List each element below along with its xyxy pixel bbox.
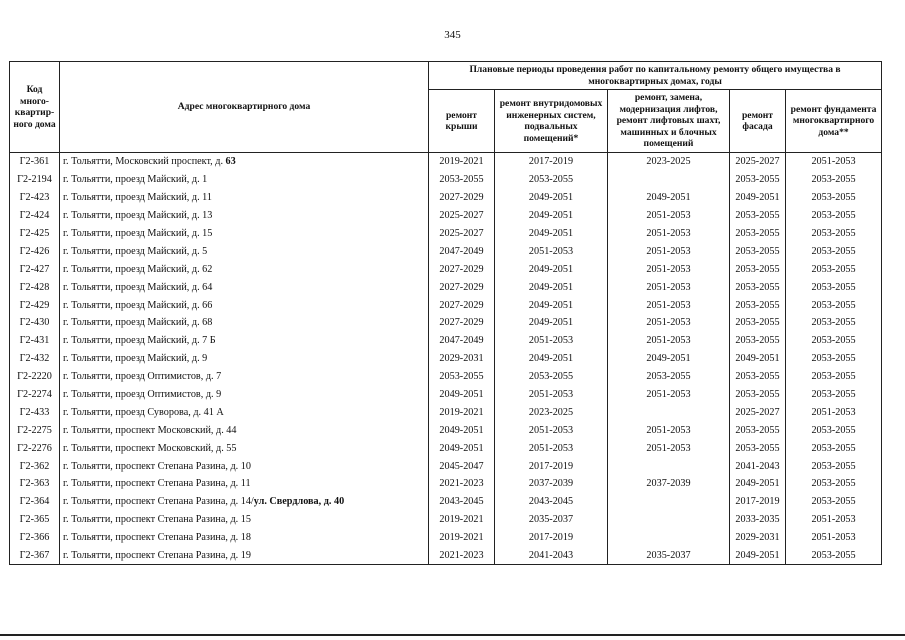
address-cell [60,475,429,493]
table-row [10,296,882,314]
elevator-repair-cell: 2051-2053 [608,314,730,332]
roof-repair-cell: 2029-2031 [429,350,495,368]
elevator-repair-cell: 2035-2037 [608,547,730,565]
roof-repair-cell: 2027-2029 [429,189,495,207]
engineering-repair-cell: 2023-2025 [495,403,608,421]
facade-repair-cell: 2053-2055 [730,260,786,278]
address-cell [60,386,429,404]
elevator-repair-cell: 2051-2053 [608,278,730,296]
facade-repair-cell: 2053-2055 [730,386,786,404]
foundation-repair-cell: 2053-2055 [786,332,882,350]
roof-repair-cell: 2053-2055 [429,171,495,189]
roof-repair-cell: 2045-2047 [429,457,495,475]
roof-repair-cell: 2021-2023 [429,475,495,493]
facade-repair-cell: 2053-2055 [730,332,786,350]
address-text: г. Тольятти, проезд Майский, д. 11 [63,192,212,204]
table-row [10,386,882,404]
foundation-repair-cell: 2053-2055 [786,475,882,493]
elevator-repair-cell: 2051-2053 [608,386,730,404]
elevator-repair-cell: 2051-2053 [608,439,730,457]
address-text: г. Тольятти, проезд Майский, д. 7 Б [63,335,216,347]
foundation-repair-cell: 2053-2055 [786,547,882,565]
engineering-repair-cell: 2053-2055 [495,368,608,386]
foundation-repair-cell: 2051-2053 [786,511,882,529]
elevator-repair-cell [608,171,730,189]
elevator-repair-cell [608,529,730,547]
foundation-repair-cell: 2053-2055 [786,368,882,386]
address-text: г. Тольятти, проезд Суворова, д. 41 А [63,406,224,418]
foundation-repair-cell: 2053-2055 [786,278,882,296]
address-text: г. Тольятти, проезд Майский, д. 68 [63,317,213,329]
engineering-repair-cell: 2041-2043 [495,547,608,565]
facade-repair-cell: 2053-2055 [730,225,786,243]
engineering-repair-cell: 2053-2055 [495,171,608,189]
elevator-repair-cell: 2051-2053 [608,332,730,350]
address-text: г. Тольятти, проезд Майский, д. 62 [63,263,213,275]
address-cell [60,493,429,511]
house-code-cell: Г2-364 [10,493,60,511]
address-cell [60,207,429,225]
elevator-repair-cell: 2051-2053 [608,225,730,243]
facade-repair-cell: 2053-2055 [730,278,786,296]
table-row [10,189,882,207]
house-code-cell: Г2-432 [10,350,60,368]
house-code-cell: Г2-423 [10,189,60,207]
roof-repair-cell: 2043-2045 [429,493,495,511]
engineering-repair-cell: 2051-2053 [495,439,608,457]
address-text: г. Тольятти, проезд Оптимистов, д. 9 [63,389,222,401]
house-code-cell: Г2-425 [10,225,60,243]
table-row [10,493,882,511]
header-address: Адрес многоквартирного дома [60,62,429,153]
address-cell [60,457,429,475]
house-code-cell: Г2-433 [10,403,60,421]
table-row [10,314,882,332]
roof-repair-cell: 2027-2029 [429,278,495,296]
address-text: г. Тольятти, проезд Майский, д. 64 [63,281,213,293]
facade-repair-cell: 2049-2051 [730,350,786,368]
header-code: Код много-квартир-ного дома [10,62,60,153]
engineering-repair-cell: 2051-2053 [495,386,608,404]
facade-repair-cell: 2025-2027 [730,403,786,421]
address-text: г. Тольятти, проезд Майский, д. 66 [63,299,213,311]
foundation-repair-cell: 2053-2055 [786,171,882,189]
address-cell [60,350,429,368]
engineering-repair-cell: 2049-2051 [495,314,608,332]
address-cell [60,225,429,243]
house-code-cell: Г2-2194 [10,171,60,189]
address-cell [60,421,429,439]
address-text: г. Тольятти, проезд Майский, д. 5 [63,245,208,257]
header-facade: ремонт фасада [730,90,786,153]
capital-repair-schedule-table [9,61,882,565]
engineering-repair-cell: 2049-2051 [495,278,608,296]
engineering-repair-cell: 2043-2045 [495,493,608,511]
table-row [10,278,882,296]
address-text: г. Тольятти, проезд Майский, д. 13 [63,210,213,222]
address-bold-text: 63 [225,156,236,168]
facade-repair-cell: 2053-2055 [730,207,786,225]
header-elevators: ремонт, замена, модернизация лифтов, ремонт лифтовых шахт, машинных и блочных помещений [608,90,730,153]
table-row [10,332,882,350]
table-row [10,439,882,457]
facade-repair-cell: 2049-2051 [730,189,786,207]
header-row-top [10,62,882,90]
house-code-cell: Г2-430 [10,314,60,332]
engineering-repair-cell: 2017-2019 [495,457,608,475]
elevator-repair-cell: 2053-2055 [608,368,730,386]
table-row [10,457,882,475]
table-row [10,421,882,439]
address-text: г. Тольятти, проспект Московский, д. 55 [63,442,237,454]
address-cell [60,153,429,171]
address-text: г. Тольятти, проезд Оптимистов, д. 7 [63,371,222,383]
foundation-repair-cell: 2053-2055 [786,296,882,314]
roof-repair-cell: 2025-2027 [429,207,495,225]
elevator-repair-cell [608,403,730,421]
roof-repair-cell: 2049-2051 [429,439,495,457]
facade-repair-cell: 2041-2043 [730,457,786,475]
elevator-repair-cell: 2037-2039 [608,475,730,493]
table-row [10,260,882,278]
foundation-repair-cell: 2053-2055 [786,493,882,511]
table-row [10,153,882,171]
page-number: 345 [444,29,461,41]
roof-repair-cell: 2027-2029 [429,296,495,314]
address-cell [60,314,429,332]
house-code-cell: Г2-361 [10,153,60,171]
header-foundation: ремонт фундамента многоквартирного дома** [786,90,882,153]
roof-repair-cell: 2025-2027 [429,225,495,243]
roof-repair-cell: 2019-2021 [429,153,495,171]
engineering-repair-cell: 2051-2053 [495,332,608,350]
house-code-cell: Г2-424 [10,207,60,225]
foundation-repair-cell: 2051-2053 [786,153,882,171]
engineering-repair-cell: 2049-2051 [495,296,608,314]
house-code-cell: Г2-365 [10,511,60,529]
header-roof: ремонт крыши [429,90,495,153]
address-cell [60,332,429,350]
address-text: г. Тольятти, Московский проспект, д. [63,156,226,168]
facade-repair-cell: 2053-2055 [730,296,786,314]
table-row [10,207,882,225]
address-cell [60,242,429,260]
address-text: г. Тольятти, проезд Майский, д. 1 [63,174,208,186]
address-text: г. Тольятти, проезд Майский, д. 9 [63,353,208,365]
house-code-cell: Г2-362 [10,457,60,475]
facade-repair-cell: 2053-2055 [730,439,786,457]
house-code-cell: Г2-363 [10,475,60,493]
table-row [10,242,882,260]
header-planned-periods: Плановые периоды проведения работ по капитальному ремонту общего имущества в многоквартирных домах, годы [429,62,882,90]
house-code-cell: Г2-428 [10,278,60,296]
facade-repair-cell: 2053-2055 [730,368,786,386]
bottom-rule [0,634,905,636]
engineering-repair-cell: 2037-2039 [495,475,608,493]
address-text: г. Тольятти, проспект Степана Разина, д. 10 [63,460,251,472]
engineering-repair-cell: 2049-2051 [495,207,608,225]
house-code-cell: Г2-367 [10,547,60,565]
address-text: г. Тольятти, проспект Степана Разина, д. 11 [63,478,251,490]
facade-repair-cell: 2033-2035 [730,511,786,529]
table-row [10,225,882,243]
foundation-repair-cell: 2051-2053 [786,529,882,547]
house-code-cell: Г2-431 [10,332,60,350]
engineering-repair-cell: 2049-2051 [495,189,608,207]
facade-repair-cell: 2053-2055 [730,242,786,260]
address-bold-text: ул. Свердлова, д. 40 [253,496,345,508]
facade-repair-cell: 2017-2019 [730,493,786,511]
elevator-repair-cell: 2051-2053 [608,207,730,225]
engineering-repair-cell: 2049-2051 [495,225,608,243]
address-cell [60,296,429,314]
address-text: г. Тольятти, проспект Степана Разина, д. 14/ [63,496,254,508]
roof-repair-cell: 2027-2029 [429,314,495,332]
engineering-repair-cell: 2051-2053 [495,421,608,439]
table-row [10,511,882,529]
foundation-repair-cell: 2053-2055 [786,457,882,475]
address-cell [60,368,429,386]
facade-repair-cell: 2053-2055 [730,421,786,439]
roof-repair-cell: 2049-2051 [429,386,495,404]
engineering-repair-cell: 2049-2051 [495,350,608,368]
elevator-repair-cell: 2051-2053 [608,296,730,314]
foundation-repair-cell: 2053-2055 [786,207,882,225]
house-code-cell: Г2-429 [10,296,60,314]
foundation-repair-cell: 2053-2055 [786,260,882,278]
address-cell [60,171,429,189]
table-row [10,475,882,493]
elevator-repair-cell [608,511,730,529]
roof-repair-cell: 2047-2049 [429,332,495,350]
foundation-repair-cell: 2051-2053 [786,403,882,421]
house-code-cell: Г2-426 [10,242,60,260]
roof-repair-cell: 2053-2055 [429,368,495,386]
address-text: г. Тольятти, проспект Степана Разина, д. 19 [63,550,251,562]
engineering-repair-cell: 2017-2019 [495,153,608,171]
engineering-repair-cell: 2051-2053 [495,242,608,260]
roof-repair-cell: 2027-2029 [429,260,495,278]
foundation-repair-cell: 2053-2055 [786,225,882,243]
header-engineering: ремонт внутридомовых инженерных систем, подвальных помещений* [495,90,608,153]
foundation-repair-cell: 2053-2055 [786,439,882,457]
address-text: г. Тольятти, проезд Майский, д. 15 [63,228,213,239]
address-cell [60,189,429,207]
address-text: г. Тольятти, проспект Степана Разина, д. 15 [63,514,251,526]
elevator-repair-cell: 2049-2051 [608,350,730,368]
address-cell [60,511,429,529]
facade-repair-cell: 2049-2051 [730,475,786,493]
address-cell [60,439,429,457]
address-text: г. Тольятти, проспект Московский, д. 44 [63,424,237,436]
foundation-repair-cell: 2053-2055 [786,242,882,260]
foundation-repair-cell: 2053-2055 [786,386,882,404]
table-row [10,529,882,547]
roof-repair-cell: 2019-2021 [429,403,495,421]
engineering-repair-cell: 2017-2019 [495,529,608,547]
foundation-repair-cell: 2053-2055 [786,350,882,368]
table-row [10,368,882,386]
facade-repair-cell: 2053-2055 [730,171,786,189]
table-row [10,171,882,189]
house-code-cell: Г2-427 [10,260,60,278]
roof-repair-cell: 2019-2021 [429,529,495,547]
elevator-repair-cell: 2051-2053 [608,421,730,439]
engineering-repair-cell: 2035-2037 [495,511,608,529]
elevator-repair-cell [608,493,730,511]
facade-repair-cell: 2049-2051 [730,547,786,565]
address-cell [60,403,429,421]
roof-repair-cell: 2049-2051 [429,421,495,439]
table-row [10,547,882,565]
table-row [10,350,882,368]
elevator-repair-cell: 2051-2053 [608,260,730,278]
house-code-cell: Г2-2274 [10,386,60,404]
foundation-repair-cell: 2053-2055 [786,189,882,207]
foundation-repair-cell: 2053-2055 [786,421,882,439]
house-code-cell: Г2-366 [10,529,60,547]
elevator-repair-cell: 2023-2025 [608,153,730,171]
facade-repair-cell: 2025-2027 [730,153,786,171]
house-code-cell: Г2-2220 [10,368,60,386]
address-cell [60,547,429,565]
house-code-cell: Г2-2276 [10,439,60,457]
address-text: г. Тольятти, проспект Степана Разина, д. 18 [63,532,251,544]
address-cell [60,529,429,547]
address-cell [60,278,429,296]
address-cell [60,260,429,278]
facade-repair-cell: 2029-2031 [730,529,786,547]
foundation-repair-cell: 2053-2055 [786,314,882,332]
roof-repair-cell: 2047-2049 [429,242,495,260]
elevator-repair-cell: 2049-2051 [608,189,730,207]
table-row [10,403,882,421]
facade-repair-cell: 2053-2055 [730,314,786,332]
roof-repair-cell: 2021-2023 [429,547,495,565]
engineering-repair-cell: 2049-2051 [495,260,608,278]
elevator-repair-cell: 2051-2053 [608,242,730,260]
house-code-cell: Г2-2275 [10,421,60,439]
elevator-repair-cell [608,457,730,475]
roof-repair-cell: 2019-2021 [429,511,495,529]
